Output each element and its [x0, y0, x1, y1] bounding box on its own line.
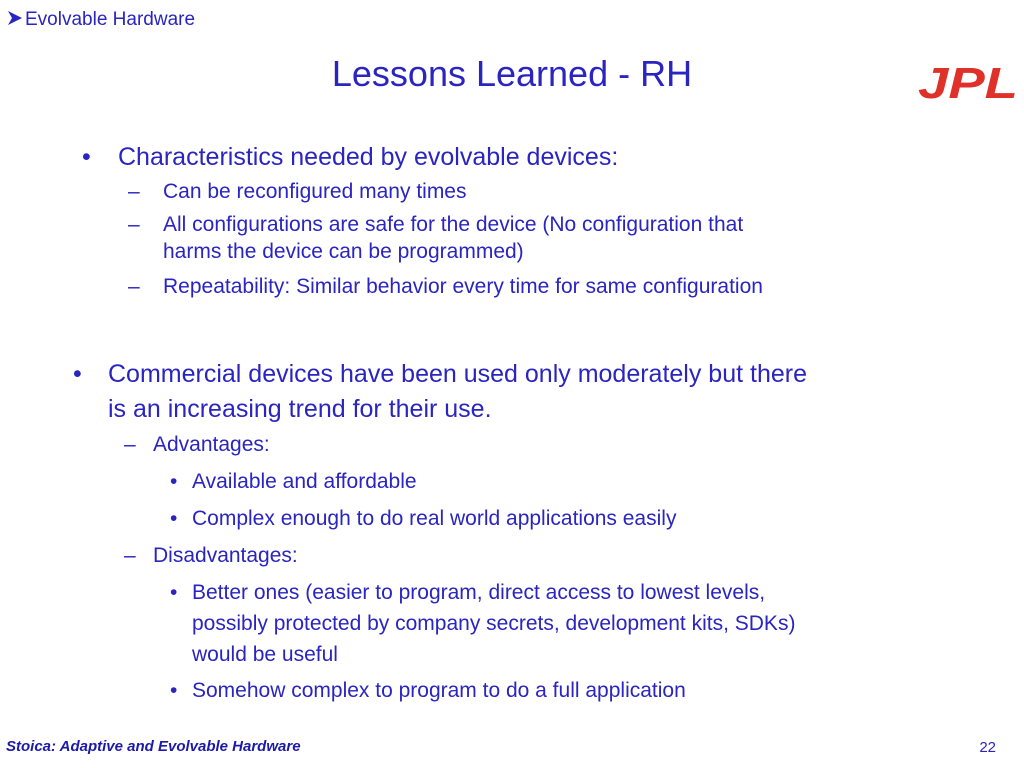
- svg-text:JPL: JPL: [918, 62, 1018, 104]
- sub-item: Can be reconfigured many times: [163, 180, 467, 203]
- disadvantage-item: Better ones (easier to program, direct access to lowest levels,: [192, 581, 766, 604]
- disadvantage-item-continued: possibly protected by company secrets, development kits, SDKs): [192, 612, 796, 635]
- jpl-logo: [916, 62, 1020, 104]
- bullet-marker: •: [73, 360, 82, 388]
- bullet-marker: •: [170, 470, 178, 493]
- advantage-item: Complex enough to do real world applications easily: [192, 507, 677, 530]
- disadvantages-label: Disadvantages:: [153, 544, 298, 567]
- disadvantage-item-continued: would be useful: [192, 643, 338, 666]
- advantage-item: Available and affordable: [192, 470, 417, 493]
- sub-item-continued: harms the device can be programmed): [163, 240, 524, 263]
- dash-marker: –: [124, 544, 136, 567]
- dash-marker: –: [128, 180, 140, 203]
- bullet-marker: •: [170, 679, 178, 702]
- bullet-marker: •: [170, 507, 178, 530]
- bullet-1-text: Characteristics needed by evolvable devices:: [118, 143, 619, 171]
- section-label: Evolvable Hardware: [25, 9, 196, 30]
- bullet-marker: •: [82, 143, 91, 171]
- section-tag: [6, 8, 195, 32]
- bullet-2-text-continued: is an increasing trend for their use.: [108, 395, 492, 423]
- arrow-bullet-icon: [6, 9, 24, 27]
- dash-marker: –: [128, 275, 140, 298]
- dash-marker: –: [124, 433, 136, 456]
- sub-item: Repeatability: Similar behavior every time for same configuration: [163, 275, 763, 298]
- dash-marker: –: [128, 213, 140, 236]
- slide-title: Lessons Learned - RH: [331, 53, 693, 94]
- sub-item: All configurations are safe for the device (No configuration that: [163, 213, 744, 236]
- bullet-2-text: Commercial devices have been used only moderately but there: [108, 360, 807, 388]
- page-number: 22: [979, 739, 996, 756]
- disadvantage-item: Somehow complex to program to do a full application: [192, 679, 686, 702]
- footer-credit: Stoica: Adaptive and Evolvable Hardware: [6, 738, 301, 755]
- bullet-marker: •: [170, 581, 178, 604]
- advantages-label: Advantages:: [153, 433, 270, 456]
